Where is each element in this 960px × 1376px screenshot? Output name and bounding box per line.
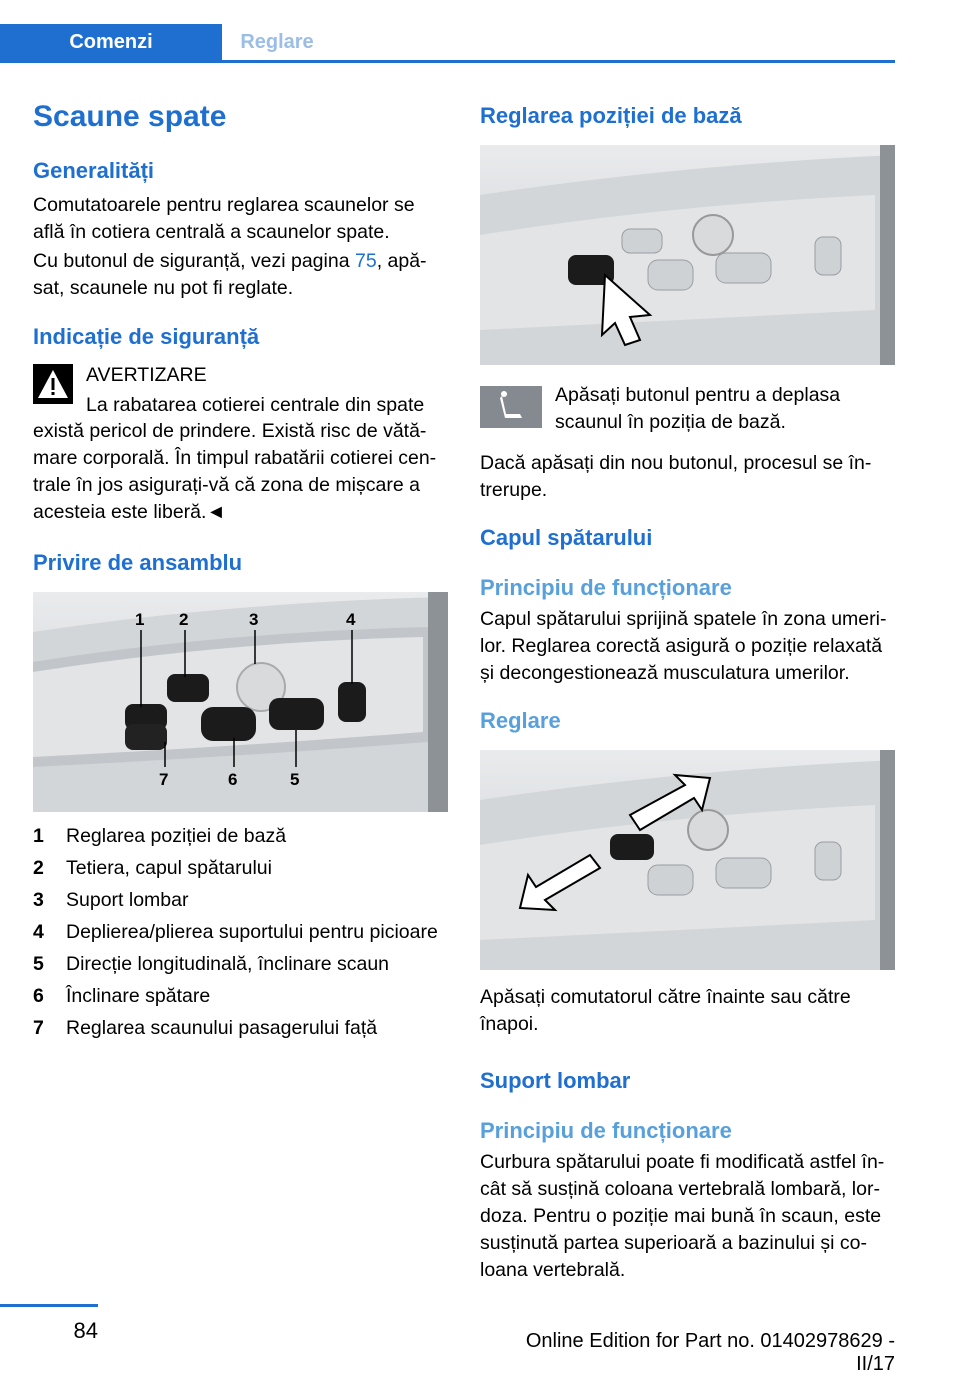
warning-text-2: există pericol de prindere. Există risc de vătă-mare corporală. În timpul rabatării cotierei cen-trale în jos asigurați-vă că zona de mișcare a acesteia este liberă.◄ xyxy=(33,420,437,523)
base-button-description: Apăsați butonul pentru a deplasa scaunul în poziția de bază. xyxy=(555,384,841,433)
list-item xyxy=(33,980,453,1012)
callout-7: 7 xyxy=(159,770,169,789)
list-item-number: 5 xyxy=(33,953,44,975)
tab-comenzi[interactable]: Comenzi xyxy=(0,24,222,60)
tab-reglare[interactable]: Reglare xyxy=(240,31,314,53)
callout-5: 5 xyxy=(290,770,300,789)
section-heading-general: Generalități xyxy=(33,158,155,183)
subheading-reglare: Reglare xyxy=(480,708,561,733)
section-heading-safety: Indicație de siguranță xyxy=(33,324,260,349)
list-item-text: Înclinare spătare xyxy=(66,985,211,1007)
header-rule xyxy=(0,60,895,63)
section-heading-headrest: Capul spătarului xyxy=(480,525,653,550)
callout-1: 1 xyxy=(135,610,145,629)
general-p2-text-b: , apă-sat, scaunele nu pot fi reglate. xyxy=(33,250,427,299)
base-paragraph-2: Dacă apăsați din nou butonul, procesul se în-trerupe. xyxy=(480,452,872,501)
list-item xyxy=(33,948,453,980)
list-item-number: 1 xyxy=(33,825,44,847)
list-item xyxy=(33,884,453,916)
list-item-number: 4 xyxy=(33,921,44,943)
callout-6: 6 xyxy=(228,770,238,789)
list-item-text: Reglarea poziției de bază xyxy=(66,825,287,847)
lumbar-text: Curbura spătarului poate fi modificată astfel în-cât să susțină coloana vertebrală lombară, lor-doza. Pentru o poziție mai bună în scaun, este susținută partea superioară a bazinului și co-loana vertebrală. xyxy=(480,1151,885,1281)
list-item-text: Reglarea scaunului pasagerului față xyxy=(66,1017,378,1039)
headrest-adjustment-image xyxy=(480,750,895,970)
section-heading-overview: Privire de ansamblu xyxy=(33,550,243,575)
page-link-75[interactable]: 75 xyxy=(354,250,377,272)
list-item xyxy=(33,916,453,948)
callout-3: 3 xyxy=(249,610,259,629)
list-item xyxy=(33,852,453,884)
subheading-principle: Principiu de funcționare xyxy=(480,575,732,600)
general-paragraph-1: Comutatoarele pentru reglarea scaunelor se află în cotiera centrală a scaunelor spate. xyxy=(33,194,415,243)
list-item-number: 2 xyxy=(33,857,44,879)
list-item-text: Deplierea/plierea suportului pentru picioare xyxy=(66,921,438,943)
edition-text: Online Edition for Part no. 01402978629 - II/17 xyxy=(525,1330,895,1375)
list-item-number: 3 xyxy=(33,889,44,911)
section-heading-base-position: Reglarea poziției de bază xyxy=(480,103,742,128)
list-item xyxy=(33,1012,453,1044)
subheading-lumbar-principle: Principiu de funcționare xyxy=(480,1118,732,1143)
list-item-number: 7 xyxy=(33,1017,44,1039)
warning-title: AVERTIZARE xyxy=(86,364,207,386)
general-paragraph-2 xyxy=(33,248,438,302)
header-tabs xyxy=(0,24,895,64)
page-number: 84 xyxy=(73,1318,98,1343)
warning-text-1: La rabatarea cotierei centrale din spate xyxy=(86,394,425,416)
footer-rule xyxy=(0,1304,98,1307)
list-item-text: Tetiera, capul spătarului xyxy=(66,857,272,879)
seat-base-position-button-icon xyxy=(480,386,542,428)
base-position-image xyxy=(480,145,895,365)
list-item-text: Direcție longitudinală, înclinare scaun xyxy=(66,953,390,975)
callout-4: 4 xyxy=(346,610,356,629)
reglare-text: Apăsați comutatorul către înainte sau către înapoi. xyxy=(480,986,851,1035)
section-heading-lumbar: Suport lombar xyxy=(480,1068,631,1093)
general-p2-text-a: Cu butonul de siguranță, vezi pagina xyxy=(33,250,355,272)
callout-2: 2 xyxy=(179,610,189,629)
page-title: Scaune spate xyxy=(33,100,227,133)
list-item-text: Suport lombar xyxy=(66,889,189,911)
list-item-number: 6 xyxy=(33,985,44,1007)
headrest-principle-text: Capul spătarului sprijină spatele în zona umeri-lor. Reglarea corectă asigură o poziție relaxată și decongestionează musculatura umerilor. xyxy=(480,608,887,684)
warning-icon xyxy=(33,364,73,404)
list-item xyxy=(33,820,453,852)
seat-controls-overview-image xyxy=(33,592,448,812)
